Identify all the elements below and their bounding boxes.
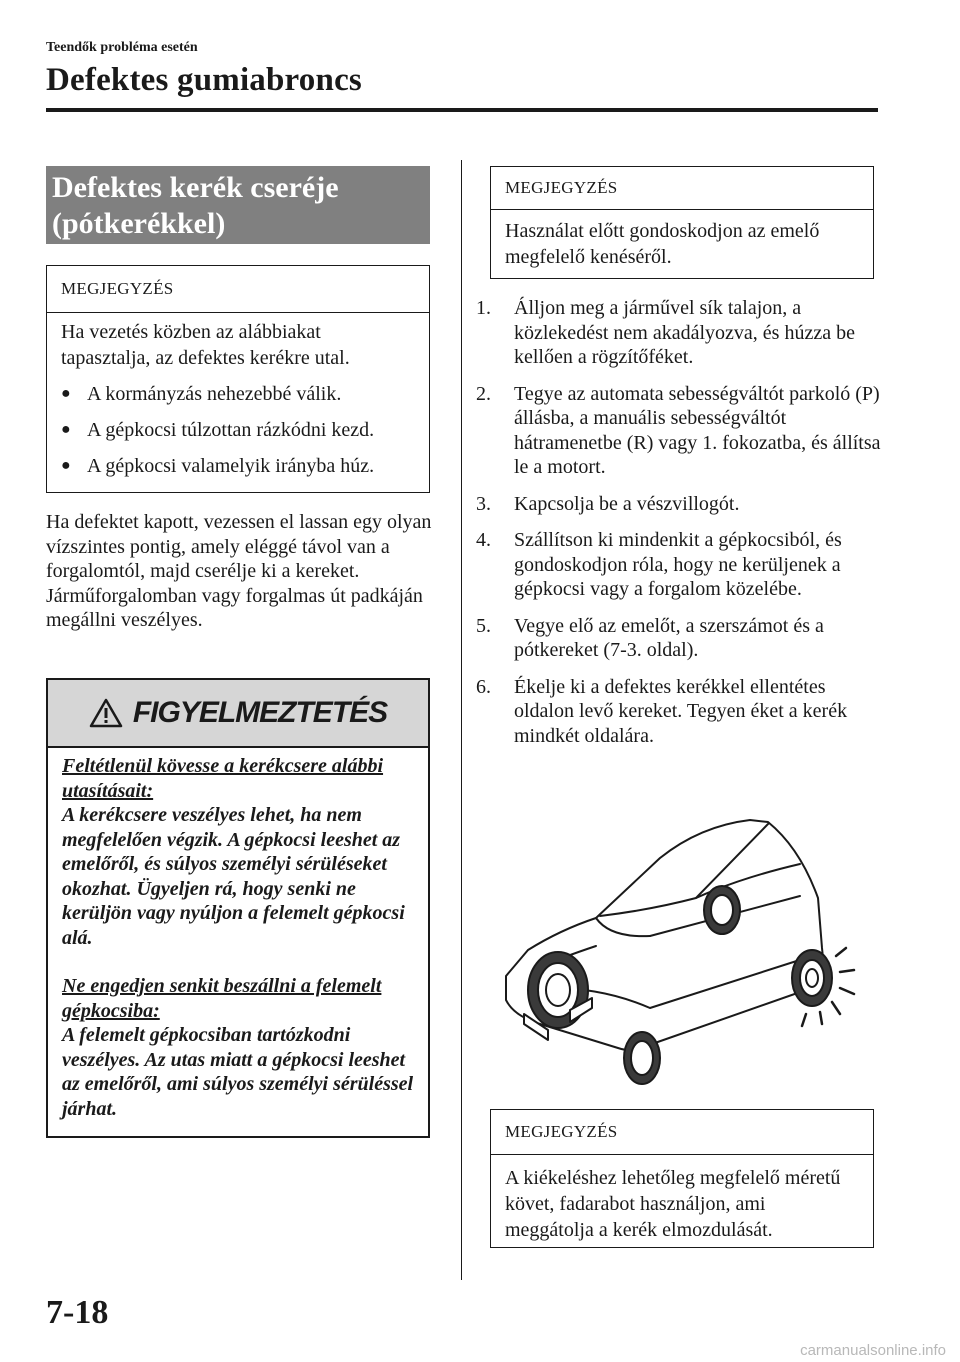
page-title: Defektes gumiabroncs — [46, 62, 362, 98]
title-rule — [46, 108, 878, 112]
page-number: 7-18 — [46, 1294, 109, 1331]
note-body — [47, 313, 429, 489]
list-item: 6. Ékelje ki a defektes kerékkel ellentétes oldalon levő kereket. Tegyen éket a kerék mindkét oldalára. — [476, 675, 848, 747]
warning-triangle-icon — [89, 698, 123, 728]
bullet-icon: ● — [61, 385, 71, 402]
bullet-icon: ● — [61, 421, 71, 438]
bullet-icon: ● — [61, 457, 71, 474]
list-item: 2. Tegye az automata sebességváltót parkoló (P) állásba, a manuális sebességváltót hátramenetbe (R) vagy 1. fokozatba, és állítsa le a motort. — [476, 382, 881, 478]
intro-paragraph: Ha defektet kapott, vezessen el lassan egy olyan vízszintes pontig, amely eléggé távol van a forgalomtól, majd cserélje ki a kereket. Járműforgalomban vagy forgalmas út padkáján megállni veszélyes. — [46, 511, 432, 631]
warning-subheading: Ne engedjen senkit beszállni a felemelt gépkocsiba: — [62, 975, 382, 1022]
steps-list — [474, 296, 884, 760]
list-item: 1. Álljon meg a járművel sík talajon, a közlekedést nem akadályozva, és húzza be kellően a rögzítőféket. — [476, 297, 855, 368]
list-item: ● A gépkocsi valamelyik irányba húz. — [61, 455, 375, 477]
list-item: 5. Vegye elő az emelőt, a szerszámot és a pótkereket (7-3. oldal). — [476, 614, 824, 661]
section-heading-line2: (pótkerékkel) — [52, 207, 226, 240]
note-box-chocking — [490, 1109, 874, 1248]
list-item: 4. Szállítson ki mindenkit a gépkocsiból, és gondoskodjon róla, hogy ne kerüljenek a gépkocsi vagy a forgalom közelébe. — [476, 529, 842, 600]
note-text: A kiékeléshez lehetőleg megfelelő méretű követ, fadarabot használjon, ami meggátolja a kerék elmozdulását. — [505, 1167, 841, 1241]
note-label: MEGJEGYZÉS — [491, 1110, 873, 1155]
note-box-lubrication — [490, 166, 874, 279]
note-label: MEGJEGYZÉS — [491, 167, 873, 210]
warning-text: A felemelt gépkocsiban tartózkodni veszélyes. Az utas miatt a gépkocsi leeshet az emelőről, ami súlyos személyi sérüléssel járhat. — [62, 1024, 414, 1120]
warning-subheading: Feltétlenül kövesse a kerékcsere alábbi utasításait: — [62, 755, 384, 802]
note-text: Használat előtt gondoskodjon az emelő megfelelő kenéséről. — [505, 220, 820, 268]
warning-title: FIGYELMEZTETÉS — [132, 696, 388, 729]
watermark: carmanualsonline.info — [800, 1342, 946, 1359]
warning-header — [48, 680, 428, 748]
warning-body — [48, 748, 428, 1121]
section-heading — [46, 166, 430, 244]
note-label: MEGJEGYZÉS — [47, 266, 429, 313]
list-item: ● A gépkocsi túlzottan rázkódni kezd. — [61, 419, 375, 441]
column-divider — [461, 160, 462, 1280]
car-wheel-chock-illustration — [500, 818, 870, 1088]
breadcrumb: Teendők probléma esetén — [46, 40, 198, 55]
note-intro: Ha vezetés közben az alábbiakat tapasztalja, az defektes kerékre utal. — [61, 321, 350, 369]
section-heading-line1: Defektes kerék cseréje — [52, 171, 339, 204]
note-box-symptoms — [46, 265, 430, 493]
list-item: ● A kormányzás nehezebbé válik. — [61, 383, 342, 405]
warning-text: A kerékcsere veszélyes lehet, ha nem megfelelően végzik. A gépkocsi leeshet az emelőről, és súlyos személyi sérüléseket okozhat. Ügyeljen rá, hogy senki ne kerüljön vagy nyúljon a felemelt gépkocsi alá. — [62, 804, 405, 949]
list-item: 3. Kapcsolja be a vészvillogót. — [476, 492, 740, 515]
warning-box — [46, 678, 430, 1138]
